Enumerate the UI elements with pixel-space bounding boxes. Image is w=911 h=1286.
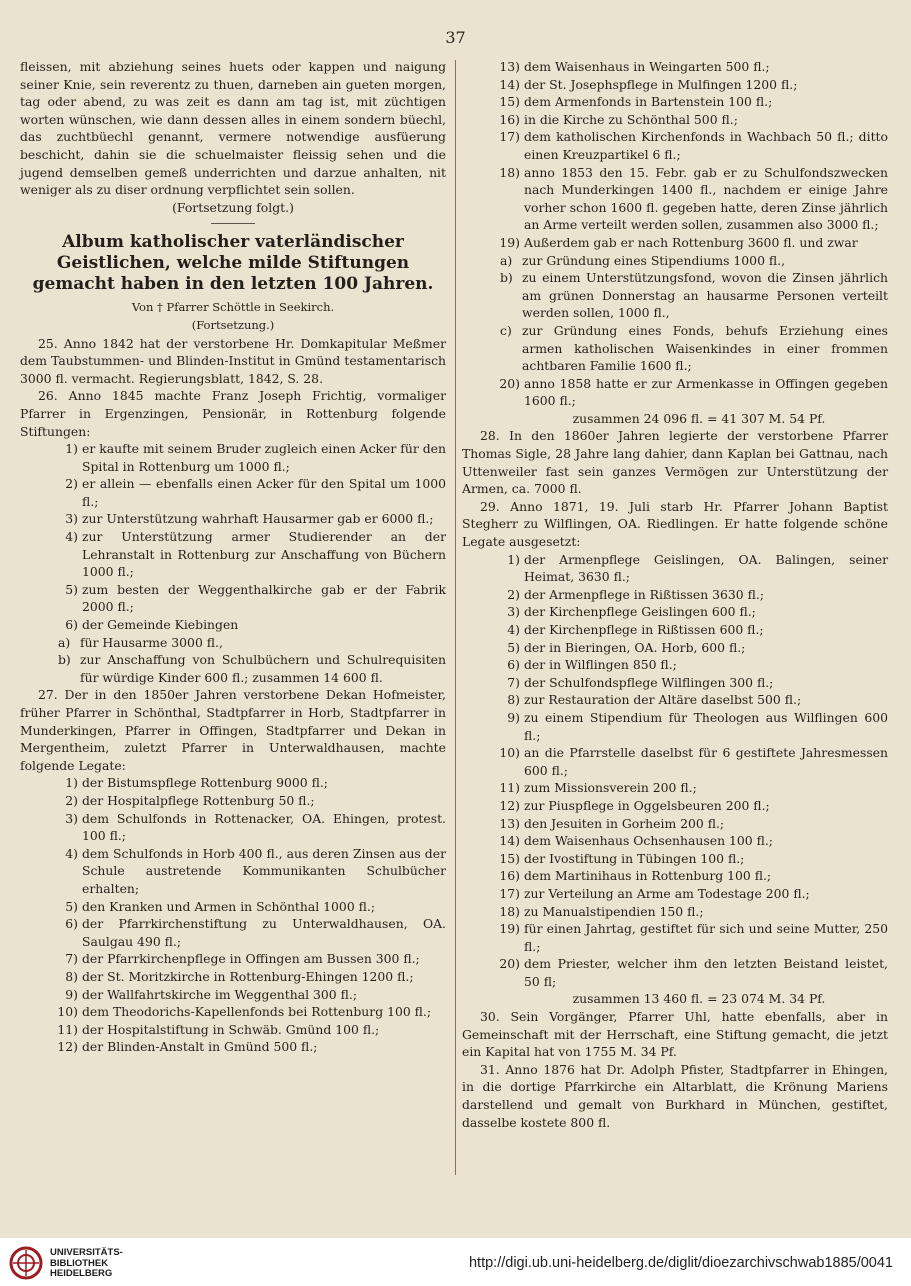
list-item: 6) der Gemeinde Kiebingen bbox=[65, 617, 239, 633]
list-item: 11) zum Missionsverein 200 fl.; bbox=[499, 780, 697, 796]
list-item: b) zu einem Unterstützungsfond, wovon die Zinsen jährlich am grünen Donnerstag an hausarme Personen verteilt werden sollen, 1000 fl., bbox=[500, 270, 888, 321]
list-item: 6) der in Wilflingen 850 fl.; bbox=[507, 657, 677, 673]
right-column bbox=[462, 58, 888, 1131]
university-seal-icon bbox=[8, 1246, 44, 1280]
list-item: 1) der Armenpflege Geislingen, OA. Balingen, seiner Heimat, 3630 fl.; bbox=[507, 551, 888, 585]
list-item: 2) er allein — ebenfalls einen Acker für den Spital um 1000 fl.; bbox=[65, 476, 446, 509]
paragraph-30: 30. Sein Vorgänger, Pfarrer Uhl, hatte ebenfalls, aber in Gemeinschaft mit der Herrschaft, eine Stiftung gemacht, die jetzt ein Kapital hat von 1755 M. 34 Pf. bbox=[462, 1009, 888, 1060]
list-item: 13) dem Waisenhaus in Weingarten 500 fl.; bbox=[499, 59, 770, 74]
list-item: 5) den Kranken und Armen in Schönthal 1000 fl.; bbox=[65, 898, 376, 914]
list-26-sub bbox=[20, 634, 446, 687]
list-item: 18) zu Manualstipendien 150 fl.; bbox=[499, 903, 704, 919]
list-item: 19) für einen Jahrtag, gestiftet für sich und seine Mutter, 250 fl.; bbox=[499, 921, 888, 954]
list-item: 11) der Hospitalstiftung in Schwäb. Gmünd 100 fl.; bbox=[57, 1021, 380, 1037]
paragraph-27: 27. Der in den 1850er Jahren verstorbene Dekan Hofmeister, früher Pfarrer in Schönthal, Stadtpfarrer in Horb, Stadtpfarrer in Munderkingen, Pfarrer in Offingen, Stadtpfarrer und Dekan in Mergentheim, zuletzt Pfarrer in Unterwaldhausen, machte folgende Legate: bbox=[20, 687, 446, 773]
list-item: 20) anno 1858 hatte er zur Armenkasse in Offingen gegeben 1600 fl.; bbox=[499, 375, 888, 409]
list-item: 7) der Schulfondspflege Wilflingen 300 fl.; bbox=[507, 674, 774, 690]
list-item: b) zur Anschaffung von Schulbüchern und Schulrequisiten für würdige Kinder 600 fl.; zusammen 14 600 fl. bbox=[58, 652, 446, 685]
list-item: 5) der in Bieringen, OA. Horb, 600 fl.; bbox=[507, 639, 746, 655]
list-26 bbox=[20, 440, 446, 634]
list-item: 8) der St. Moritzkirche in Rottenburg-Ehingen 1200 fl.; bbox=[65, 968, 414, 984]
list-29 bbox=[462, 551, 888, 991]
list-item: 14) dem Waisenhaus Ochsenhausen 100 fl.; bbox=[499, 833, 773, 849]
list-item: 7) der Pfarrkirchenpflege in Offingen am Bussen 300 fl.; bbox=[65, 951, 420, 967]
section-divider bbox=[211, 223, 255, 224]
list-item: a) für Hausarme 3000 fl., bbox=[58, 634, 223, 650]
list-27 bbox=[20, 774, 446, 1056]
source-url-link[interactable]: http://digi.ub.uni-heidelberg.de/diglit/dioezarchivschwab1885/0041 bbox=[468, 1255, 893, 1271]
list-item: 5) zum besten der Weggenthalkirche gab er der Fabrik 2000 fl.; bbox=[65, 581, 446, 615]
total-27: zusammen 24 096 fl. = 41 307 M. 54 Pf. bbox=[572, 410, 826, 426]
list-item: 10) an die Pfarrstelle daselbst für 6 gestiftete Jahresmessen 600 fl.; bbox=[499, 745, 888, 778]
paragraph-31: 31. Anno 1876 hat Dr. Adolph Pfister, Stadtpfarrer in Ehingen, in die dortige Pfarrkirche ein Altarblatt, die Krönung Mariens darstellend und gemalt von Burkhard in München, gestiftet, dasselbe kostete 800 fl. bbox=[462, 1061, 888, 1130]
list-item: c) zur Gründung eines Fonds, behufs Erziehung eines armen katholischen Waisenkindes in einer frommen achtbaren Familie 1600 fl.; bbox=[500, 322, 888, 374]
paragraph-28: 28. In den 1860er Jahren legierte der verstorbene Pfarrer Thomas Sigle, 28 Jahre lang dahier, dann Kaplan bei Gattnau, nach Uttenweiler fast sein ganzes Vermögen zur Unterstützung der Armen, ca. 7000 fl. bbox=[462, 428, 888, 497]
total-29: zusammen 13 460 fl. = 23 074 M. 34 Pf. bbox=[572, 991, 826, 1007]
list-item: 13) den Jesuiten in Gorheim 200 fl.; bbox=[499, 815, 725, 831]
list-item: 9) der Wallfahrtskirche im Weggenthal 300 fl.; bbox=[65, 986, 357, 1002]
list-item: 6) der Pfarrkirchenstiftung zu Unterwaldhausen, OA. Saulgau 490 fl.; bbox=[65, 916, 446, 949]
list-item: a) zur Gründung eines Stipendiums 1000 fl., bbox=[500, 252, 786, 268]
list-27-continued bbox=[462, 58, 888, 252]
left-column bbox=[20, 58, 446, 1056]
footer-bar bbox=[0, 1238, 911, 1286]
page-number: 37 bbox=[445, 28, 466, 47]
byline: Von † Pfarrer Schöttle in Seekirch. bbox=[131, 300, 335, 315]
continued-note: (Fortsetzung folgt.) bbox=[172, 199, 294, 215]
list-27-item-20 bbox=[462, 375, 888, 410]
list-item: 19) Außerdem gab er nach Rottenburg 3600 fl. und zwar bbox=[499, 234, 858, 250]
list-item: 15) dem Armenfonds in Bartenstein 100 fl.; bbox=[499, 94, 773, 110]
intro-paragraph: fleissen, mit abziehung seines huets oder kappen und naigung seiner Knie, sein reverentz zu thuen, darneben ain gueten morgen, tag oder abend, zu was zeit es dann am tag ist, mit züchtigen worten wünschen, wie dann dessen alles in einem sondern büechl, das zuchtbüechl genannt, vermere notwendige ausfüerung beschicht, dahin sie die schuelmaister fleissig sehen und die jugend demselben gemeß underrichten und darzue anhalten, nit weniger als zu diser ordnung verpflichtet sein sollen. bbox=[20, 59, 446, 198]
list-item: 3) der Kirchenpflege Geislingen 600 fl.; bbox=[507, 604, 756, 620]
list-item: 4) dem Schulfonds in Horb 400 fl., aus deren Zinsen aus der Schule austretende Kommunikanten Schulbücher erhalten; bbox=[65, 845, 446, 896]
list-item: 17) dem katholischen Kirchenfonds in Wachbach 50 fl.; ditto einen Kreuzpartikel 6 fl.; bbox=[499, 129, 888, 162]
list-item: 1) der Bistumspflege Rottenburg 9000 fl.; bbox=[65, 775, 328, 791]
list-item: 10) dem Theodorichs-Kapellenfonds bei Rottenburg 100 fl.; bbox=[57, 1004, 432, 1020]
article-heading: Album katholischer vaterländischer Geistlichen, welche milde Stiftungen gemacht haben in den letzten 100 Jahren. bbox=[32, 232, 434, 295]
list-item: 16) dem Martinihaus in Rottenburg 100 fl.; bbox=[499, 868, 772, 884]
list-item: 3) dem Schulfonds in Rottenacker, OA. Ehingen, protest. 100 fl.; bbox=[65, 810, 446, 844]
list-item: 3) zur Unterstützung wahrhaft Hausarmer gab er 6000 fl.; bbox=[65, 511, 434, 527]
list-item: 4) der Kirchenpflege in Rißtissen 600 fl.; bbox=[507, 622, 764, 637]
list-item: 18) anno 1853 den 15. Febr. gab er zu Schulfondszwecken nach Munderkingen 1400 fl., nachdem er einige Jahre vorher schon 1600 fl. gegeben hatte, deren Zinse jährlich an Arme verteilt werden sollen, zusammen also 3000 fl.; bbox=[499, 164, 888, 233]
list-item: 1) er kaufte mit seinem Bruder zugleich einen Acker für den Spital in Rottenburg um 1000 fl.; bbox=[65, 441, 446, 474]
list-item: 12) zur Piuspflege in Oggelsbeuren 200 fl.; bbox=[499, 797, 770, 813]
library-name: UNIVERSITÄTS- BIBLIOTHEK HEIDELBERG bbox=[50, 1247, 123, 1279]
list-item: 2) der Armenpflege in Rißtissen 3630 fl.; bbox=[507, 586, 765, 602]
list-item: 9) zu einem Stipendium für Theologen aus Wilflingen 600 fl.; bbox=[507, 709, 888, 743]
list-item: 8) zur Restauration der Altäre daselbst 500 fl.; bbox=[507, 692, 802, 708]
paragraph-29: 29. Anno 1871, 19. Juli starb Hr. Pfarrer Johann Baptist Stegherr zu Wilflingen, OA. Riedlingen. Er hatte folgende schöne Legate ausgesetzt: bbox=[462, 498, 888, 550]
continuation-note: (Fortsetzung.) bbox=[191, 317, 275, 332]
list-item: 14) der St. Josephspflege in Mulfingen 1200 fl.; bbox=[499, 76, 798, 92]
list-item: 4) zur Unterstützung armer Studierender an der Lehranstalt in Rottenburg zur Anschaffung von Büchern 1000 fl.; bbox=[65, 529, 446, 580]
list-item: 17) zur Verteilung an Arme am Todestage 200 fl.; bbox=[499, 885, 810, 901]
list-27-sub bbox=[462, 252, 888, 375]
list-item: 20) dem Priester, welcher ihm den letzten Beistand leistet, 50 fl; bbox=[499, 956, 888, 989]
paragraph-26: 26. Anno 1845 machte Franz Joseph Frichtig, vormaliger Pfarrer in Ergenzingen, Pensionär, in Rottenburg folgende Stiftungen: bbox=[20, 388, 446, 439]
list-item: 12) der Blinden-Anstalt in Gmünd 500 fl.; bbox=[57, 1039, 318, 1055]
list-item: 15) der Ivostiftung in Tübingen 100 fl.; bbox=[499, 850, 745, 866]
paragraph-25: 25. Anno 1842 hat der verstorbene Hr. Domkapitular Meßmer dem Taubstummen- und Blinden-Institut in Gmünd testamentarisch 3000 fl. vermacht. Regierungsblatt, 1842, S. 28. bbox=[20, 335, 446, 386]
list-item: 2) der Hospitalpflege Rottenburg 50 fl.; bbox=[65, 792, 315, 808]
list-item: 16) in die Kirche zu Schönthal 500 fl.; bbox=[499, 111, 738, 127]
column-divider bbox=[455, 60, 456, 1175]
